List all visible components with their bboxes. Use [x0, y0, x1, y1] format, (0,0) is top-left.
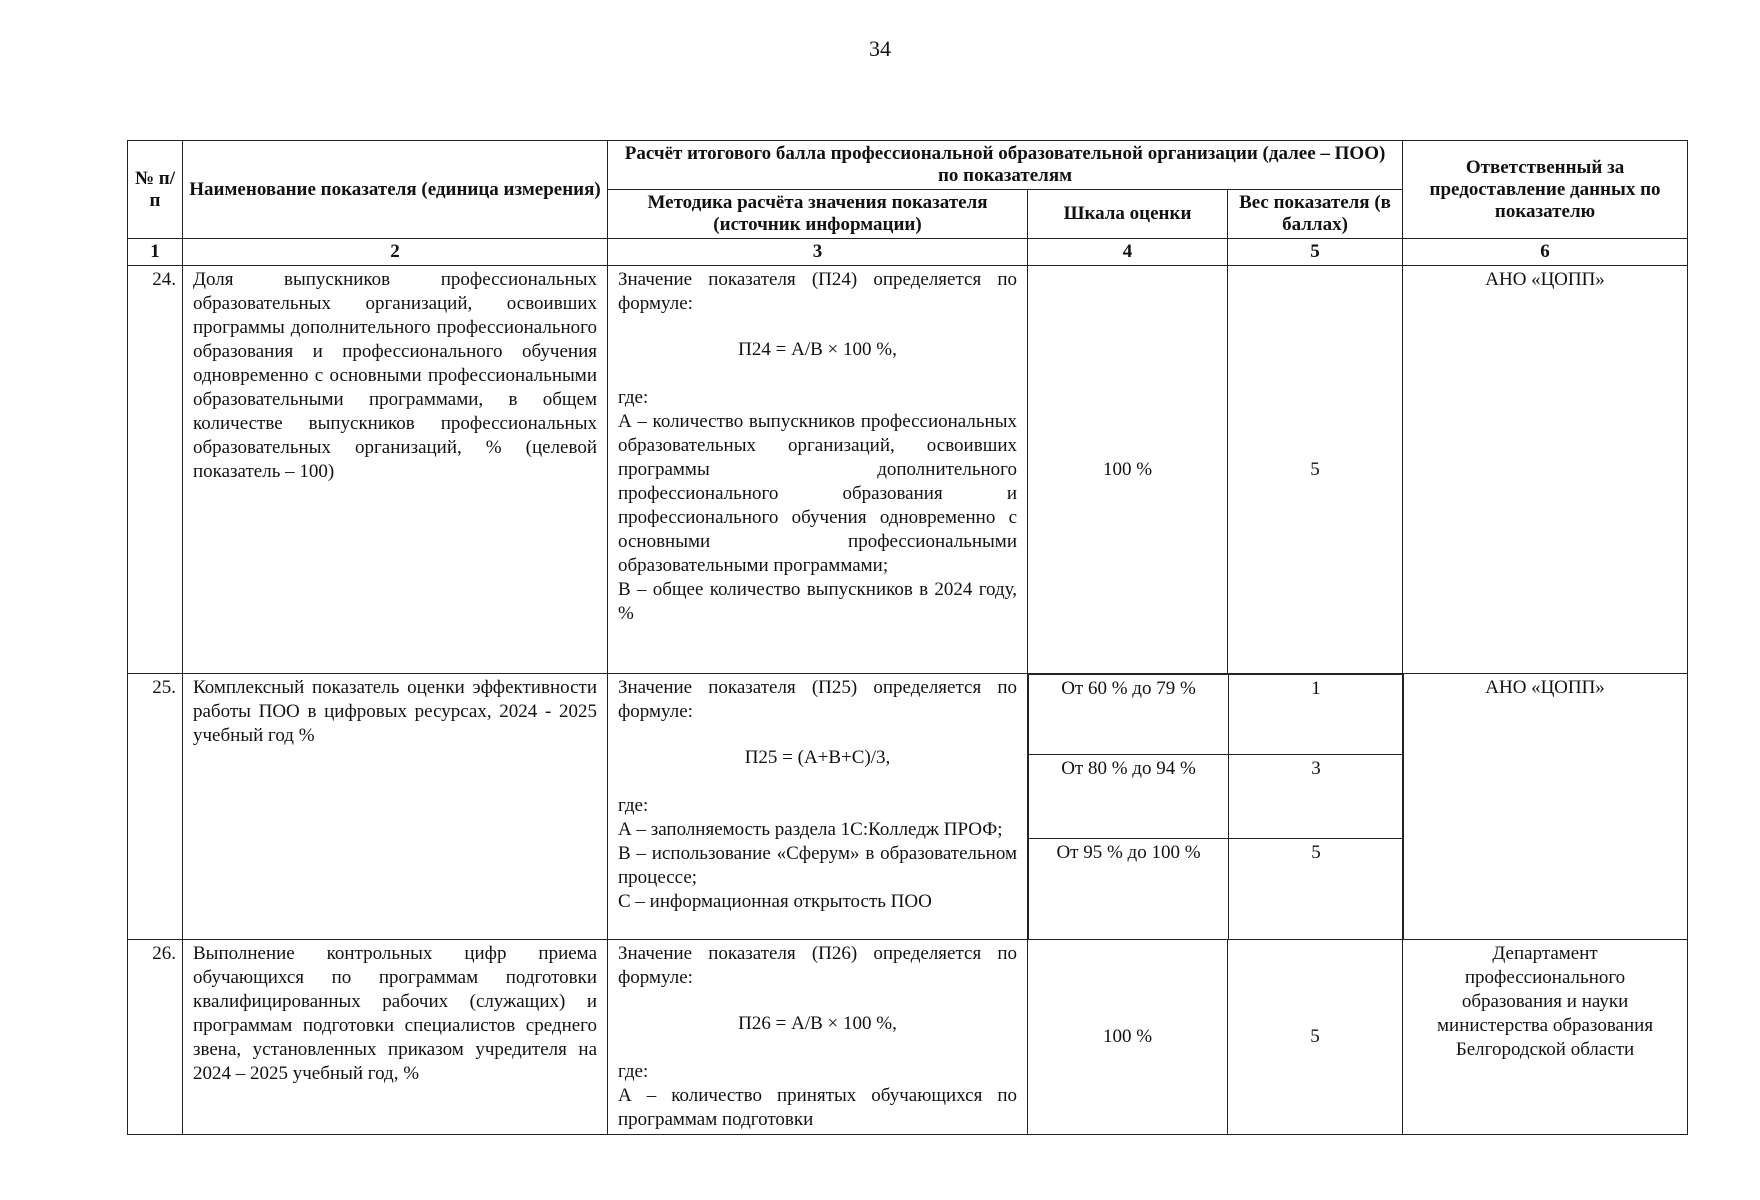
- where-label: где:: [618, 795, 649, 816]
- header-num: № п/п: [128, 141, 183, 239]
- method-cell: [608, 266, 1028, 674]
- header-calc: Расчёт итогового балла профессиональной образовательной организации (далее – ПОО) по показателям: [608, 141, 1403, 190]
- col-number: 6: [1403, 239, 1688, 266]
- scale-subtable: [1028, 674, 1404, 939]
- responsible-cell: АНО «ЦОПП»: [1403, 674, 1688, 940]
- header-method: Методика расчёта значения показателя (источник информации): [608, 190, 1028, 239]
- formula: П24 = А/В × 100 %,: [738, 339, 897, 360]
- where-label: где:: [618, 1060, 649, 1082]
- scale-cell: От 95 % до 100 %: [1029, 839, 1229, 939]
- table-row: [128, 939, 1688, 1134]
- definition-b: В – использование «Сферум» в образовательном процессе;: [618, 843, 1017, 888]
- definition-a: А – количество принятых обучающихся по программам подготовки: [618, 1084, 1017, 1130]
- responsible-cell: Департамент профессионального образования и науки министерства образования Белгородской области: [1403, 939, 1688, 1134]
- table-row: [128, 674, 1688, 940]
- page-number: 34: [869, 36, 891, 61]
- method-cell: [608, 939, 1028, 1134]
- method-intro: Значение показателя (П25) определяется по формуле:: [618, 677, 1017, 722]
- row-number: 26.: [128, 939, 183, 1134]
- indicators-table: [127, 140, 1688, 1135]
- col-number: 4: [1028, 239, 1228, 266]
- definition-a: А – заполняемость раздела 1С:Колледж ПРОФ;: [618, 819, 1003, 840]
- row-number: 25.: [128, 674, 183, 940]
- scale-cell: 100 %: [1028, 939, 1228, 1134]
- weight-cell: 5: [1228, 939, 1403, 1134]
- scale-cell: От 80 % до 94 %: [1029, 755, 1229, 839]
- header-responsible: Ответственный за предоставление данных по показателю: [1403, 141, 1688, 239]
- scale-cell: 100 %: [1028, 266, 1228, 674]
- weight-cell: 5: [1229, 839, 1404, 939]
- table-row: [128, 266, 1688, 674]
- indicator-name: Доля выпускников профессиональных образовательных организаций, освоивших программы дополнительного профессионального образования и профессионального обучения одновременно с основными профессиональными образовательными программами, в общем количестве выпускников профессиональных образовательных организаций, % (целевой показатель – 100): [183, 266, 608, 674]
- definition-a: А – количество выпускников профессиональных образовательных организаций, освоивших программы дополнительного профессионального образования и профессионального обучения одновременно с основными профессиональными образовательными программами;: [618, 411, 1017, 576]
- scale-cell: От 60 % до 79 %: [1029, 675, 1229, 755]
- method-intro: Значение показателя (П24) определяется по формуле:: [618, 269, 1017, 314]
- weight-cell: 3: [1229, 755, 1404, 839]
- indicator-name: Выполнение контрольных цифр приема обучающихся по программам подготовки квалифицированных рабочих (служащих) и программам подготовки специалистов среднего звена, установленных приказом учредителя на 2024 – 2025 учебный год, %: [183, 939, 608, 1134]
- header-name: Наименование показателя (единица измерения): [183, 141, 608, 239]
- formula: П26 = А/В × 100 %,: [738, 1012, 897, 1034]
- indicator-name: Комплексный показатель оценки эффективности работы ПОО в цифровых ресурсах, 2024 - 2025 учебный год %: [183, 674, 608, 940]
- method-intro: Значение показателя (П26) определяется по формуле:: [618, 942, 1017, 988]
- definition-b: В – общее количество выпускников в 2024 году, %: [618, 579, 1017, 624]
- col-number: 1: [128, 239, 183, 266]
- where-label: где:: [618, 387, 649, 408]
- scale-weight-block: [1028, 674, 1403, 940]
- method-cell: [608, 674, 1028, 940]
- row-number: 24.: [128, 266, 183, 674]
- formula: П25 = (А+В+С)/3,: [744, 747, 891, 768]
- weight-cell: 5: [1228, 266, 1403, 674]
- col-number: 2: [183, 239, 608, 266]
- header-weight: Вес показателя (в баллах): [1228, 190, 1403, 239]
- responsible-cell: АНО «ЦОПП»: [1403, 266, 1688, 674]
- definition-c: С – информационная открытость ПОО: [618, 891, 932, 912]
- header-scale: Шкала оценки: [1028, 190, 1228, 239]
- weight-cell: 1: [1229, 675, 1404, 755]
- col-number: 3: [608, 239, 1028, 266]
- col-number: 5: [1228, 239, 1403, 266]
